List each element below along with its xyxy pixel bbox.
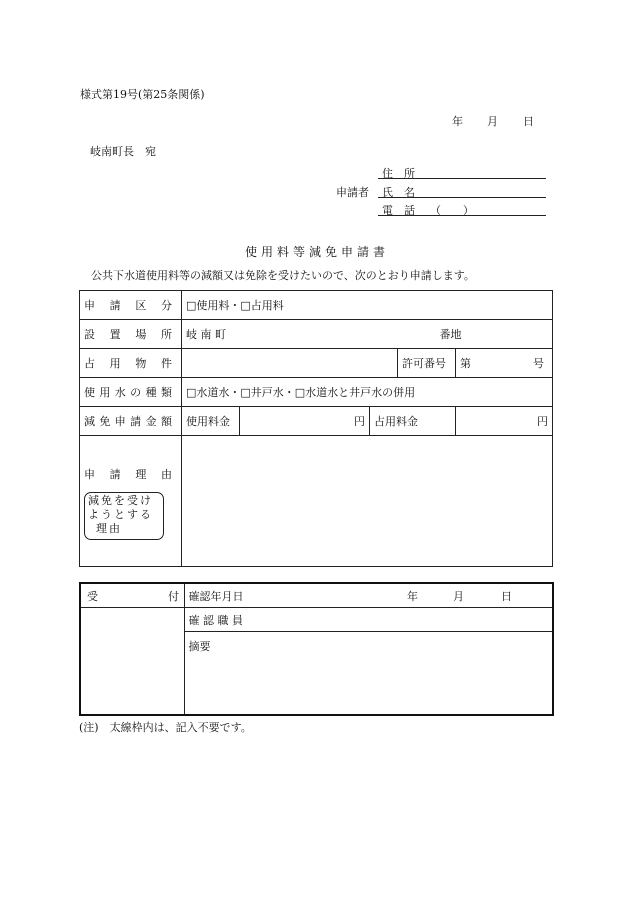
spread-label — [85, 588, 181, 604]
phone-label: 電 話 — [382, 204, 415, 217]
permit-number-label: 許可番号 — [398, 349, 456, 378]
confirm-day: 日 — [501, 589, 512, 603]
addressee: 岐南町長 宛 — [90, 145, 156, 158]
address-label: 住 所 — [382, 167, 415, 180]
office-use-table — [79, 582, 554, 716]
form-number: 様式第19号(第25条関係) — [80, 88, 205, 101]
date-year: 年 — [452, 115, 463, 128]
spread-label: 設 置 場 所 — [84, 328, 172, 341]
usage-fee-label: 使用料金 — [182, 407, 240, 436]
occupied-object-value[interactable] — [182, 349, 398, 378]
location-value[interactable] — [182, 320, 553, 349]
reason-note-line: ようとする — [88, 508, 153, 521]
summary[interactable]: 摘要 — [184, 632, 553, 716]
location-town: 岐 南 町 — [186, 328, 226, 341]
spread-label: 占 用 物 件 — [84, 357, 172, 370]
yen-1: 円 — [354, 415, 365, 428]
confirm-date-label: 確認年月日 — [188, 589, 244, 603]
reception-stamp-area — [80, 608, 184, 716]
reception-right: 付 — [168, 589, 179, 603]
usage-fee-value[interactable] — [240, 407, 370, 436]
occupancy-fee-label: 占用料金 — [370, 407, 456, 436]
confirm-date-row[interactable] — [184, 583, 553, 608]
application-type-label — [80, 291, 182, 320]
yen-2: 円 — [537, 415, 549, 428]
spread-label: 減 免 申 請 金 額 — [84, 415, 172, 428]
reduction-amount-label — [80, 407, 182, 436]
document-title: 使用料等減免申請書 — [245, 245, 390, 259]
address-line[interactable] — [378, 178, 546, 179]
name-line[interactable] — [378, 197, 546, 198]
confirm-staff[interactable]: 確 認 職 員 — [184, 608, 553, 632]
reason-note-line: 減免を受け — [88, 494, 153, 507]
confirm-year: 年 — [407, 589, 418, 603]
reason-note-line: 理由 — [96, 522, 122, 535]
occupancy-fee-value[interactable] — [456, 407, 553, 436]
phone-parens: （ ） — [430, 204, 474, 217]
spread-label: 申 請 区 分 — [84, 299, 172, 312]
location-lot: 番地 — [439, 328, 462, 341]
reason-label: 申 請 理 由 — [84, 468, 172, 481]
water-type-label — [80, 378, 182, 407]
application-type-value[interactable]: □使用料・□占用料 — [182, 291, 553, 320]
reception-left: 受 — [87, 589, 98, 603]
reason-value[interactable] — [182, 436, 553, 567]
reception-label — [80, 583, 184, 608]
date-day: 日 — [523, 115, 534, 128]
occupied-object-label — [80, 349, 182, 378]
phone-line[interactable] — [378, 215, 546, 216]
water-type-value[interactable]: □水道水・□井戸水・□水道水と井戸水の併用 — [182, 378, 553, 407]
spread-label — [460, 355, 544, 371]
application-table — [79, 290, 553, 567]
spread-label: 使 用 水 の 種 類 — [84, 386, 172, 399]
name-label: 氏 名 — [382, 186, 415, 199]
location-label — [80, 320, 182, 349]
applicant-label: 申請者 — [336, 186, 369, 199]
confirm-month: 月 — [453, 589, 464, 603]
reason-label-cell — [80, 436, 182, 567]
permit-number-value[interactable] — [456, 349, 553, 378]
reason-note — [88, 494, 153, 536]
intro-text: 公共下水道使用料等の減額又は免除を受けたいので、次のとおり申請します。 — [91, 269, 475, 282]
permit-dai: 第 — [460, 357, 471, 370]
permit-go: 号 — [533, 357, 544, 370]
footnote: (注) 太線枠内は、記入不要です。 — [79, 721, 252, 734]
date-month: 月 — [487, 115, 498, 128]
